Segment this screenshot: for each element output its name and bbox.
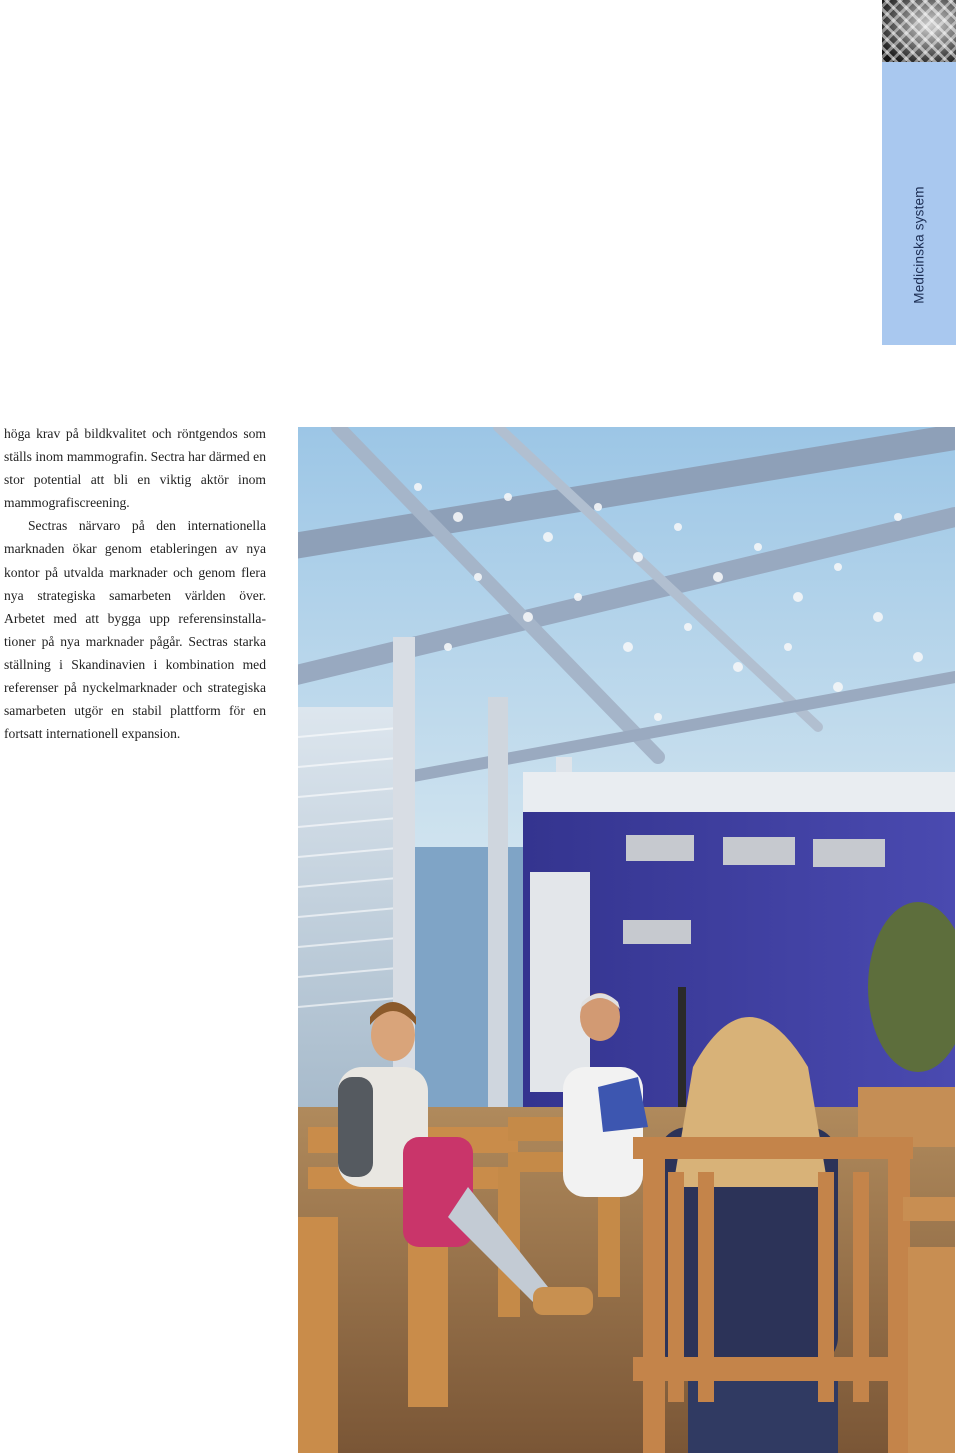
side-tab-label: Medicinska system xyxy=(911,186,927,304)
side-tab xyxy=(882,0,956,345)
paragraph-1: höga krav på bildkvalitet och röntgendos som ställs inom mammografin. Sectra har därmed en stor potential att bli en viktig aktör inom mammografiscreening. xyxy=(4,426,266,511)
side-thumbnail-image xyxy=(882,0,956,62)
waiting-room-photo xyxy=(298,427,955,1453)
body-text xyxy=(4,422,266,745)
paragraph-2: Sectras närvaro på den internationella marknaden ökar genom etableringen av nya kontor på utvalda marknader och genom flera nya strategiska samarbeten världen över. Arbetet med att bygga upp referensinstallationer på nya marknader pågår. Sectras starka ställning i Skandinavien i kombination med referenser på nyckelmarknader och strategiska samarbeten utgör en stabil plattform för en fortsatt internationell expansion. xyxy=(4,518,266,742)
